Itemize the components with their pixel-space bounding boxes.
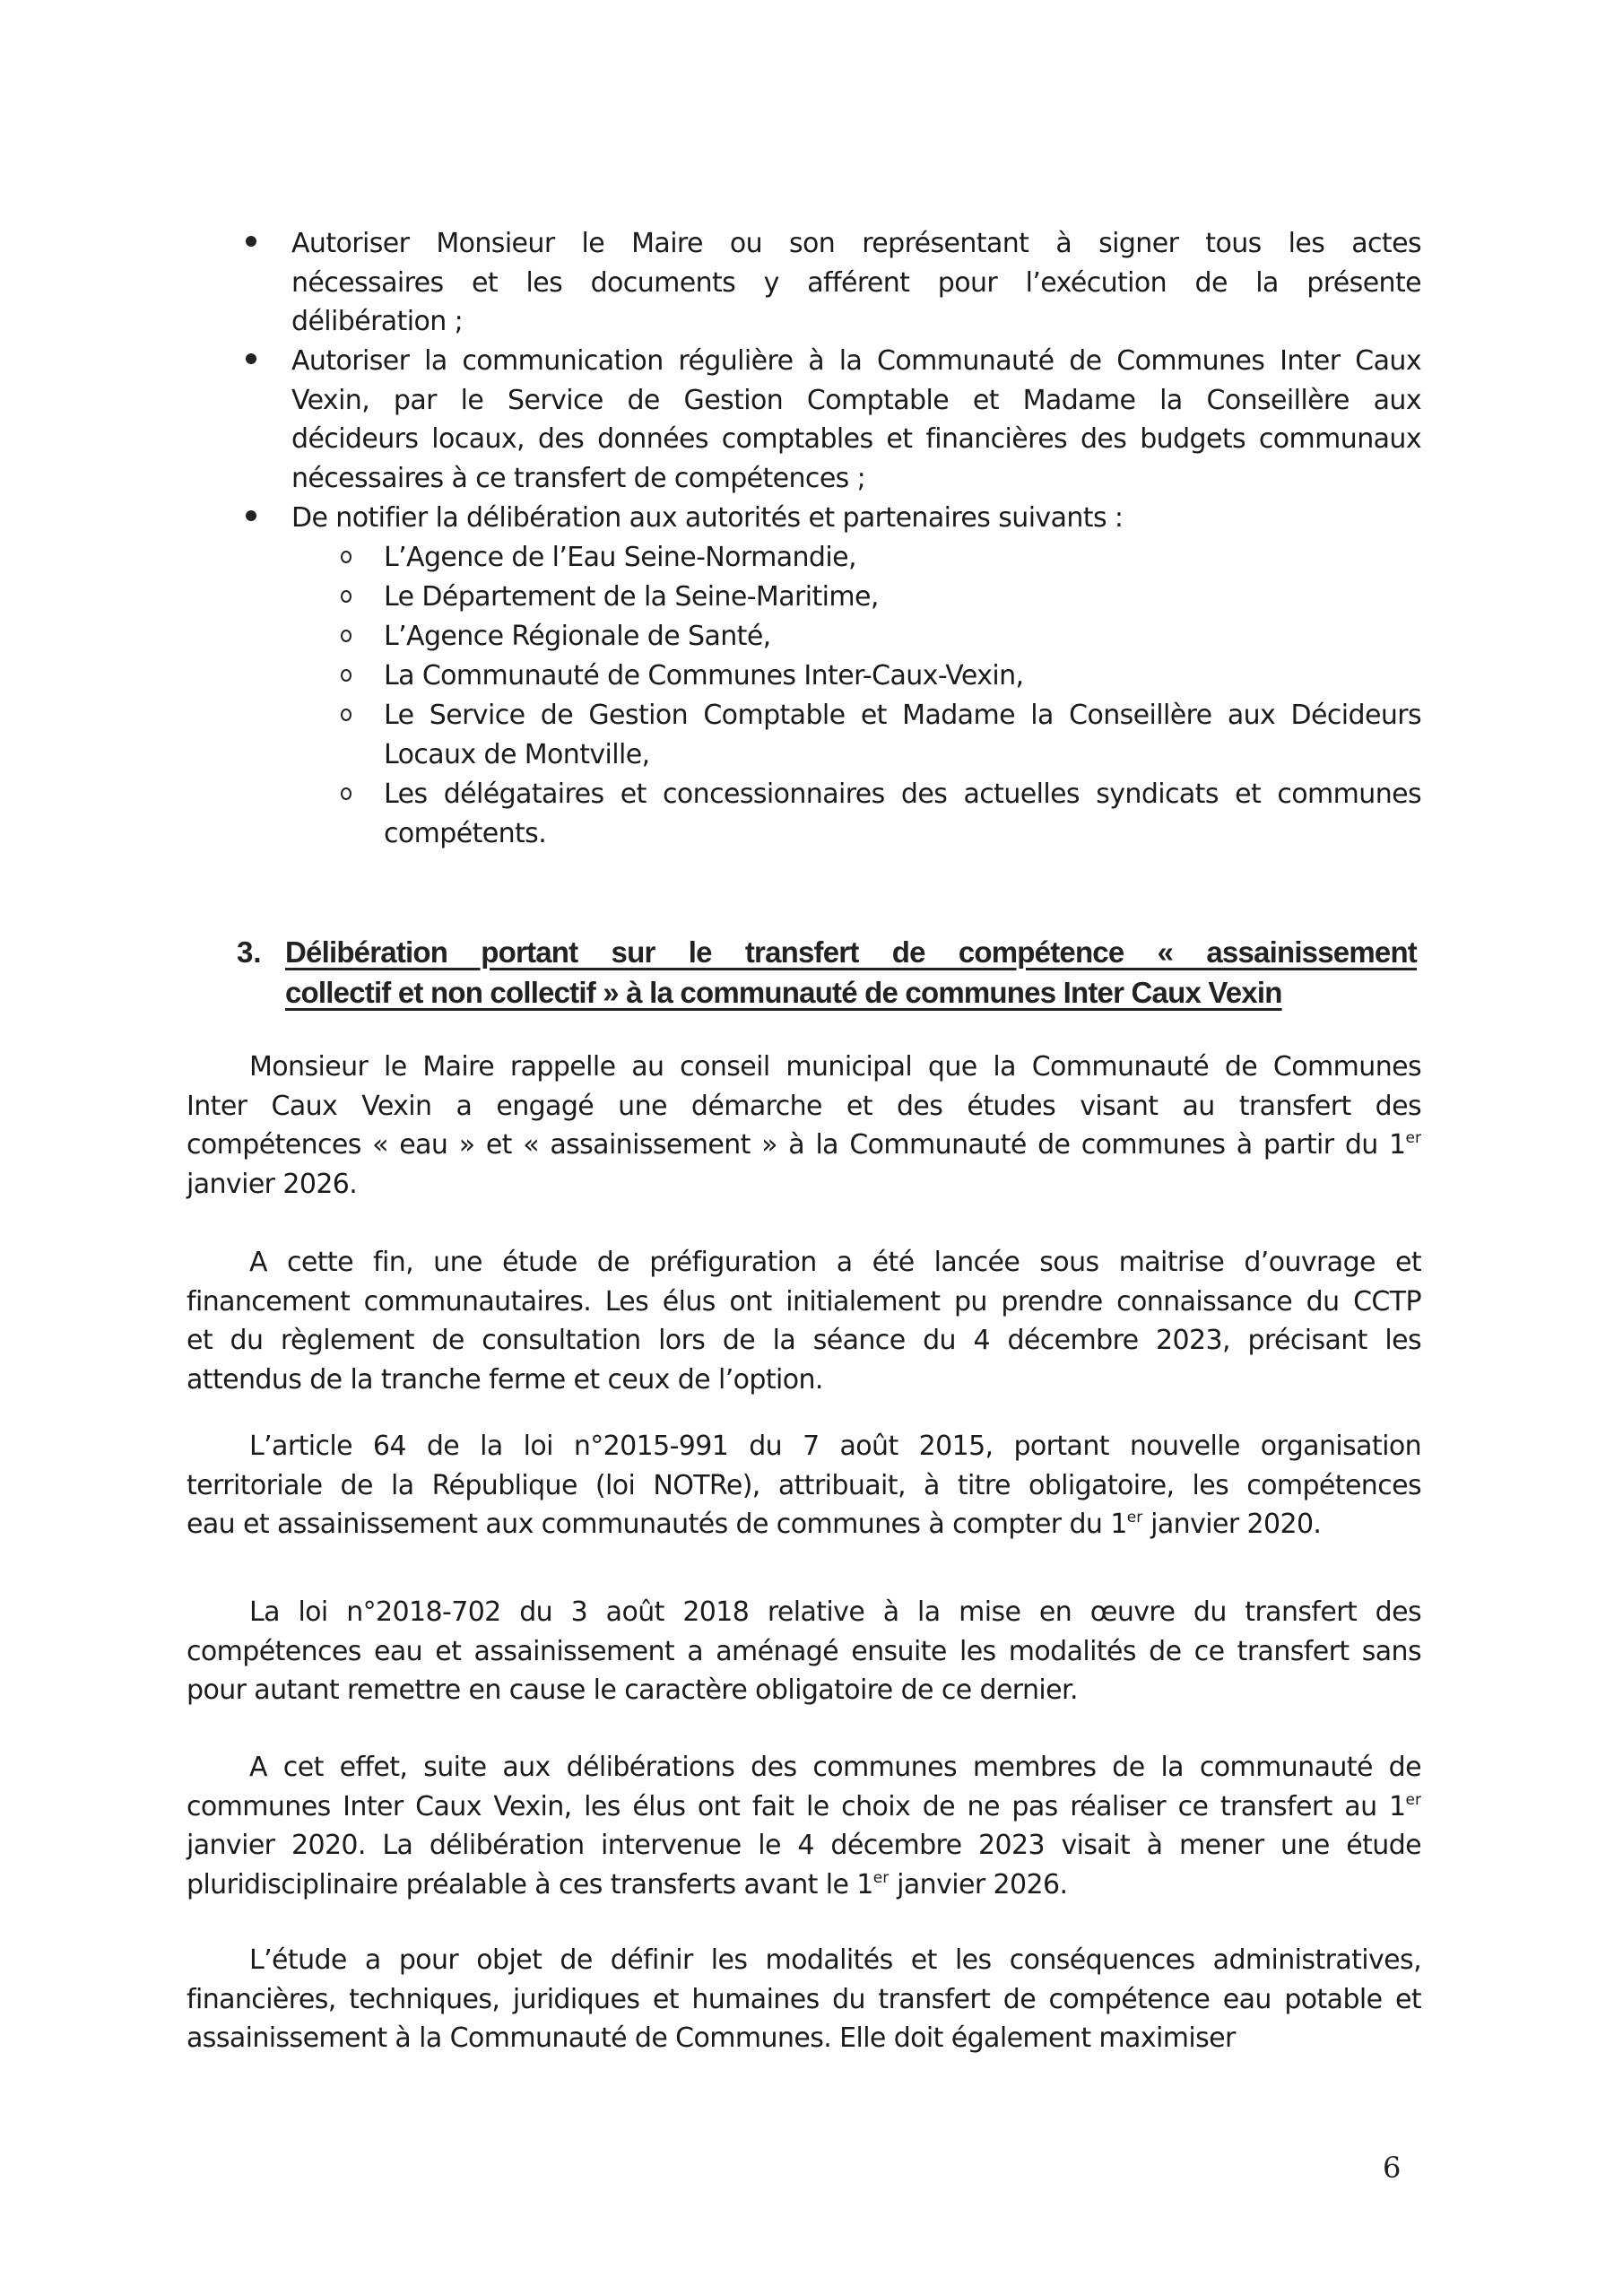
text-segment: Inter Caux Vexin a engagé une démarche et des études visant au transfert des: [187, 1090, 1421, 1122]
page-number: 6: [1383, 2151, 1402, 2185]
circle-bullet-icon: [341, 590, 352, 603]
section-title-text: Délibération portant sur le transfert de compétence « assainissement: [285, 935, 1417, 969]
text-segment: compétences « eau » et « assainissement » à la Communauté de communes à partir du 1: [187, 1129, 1406, 1161]
text-segment: assainissement à la Communauté de Communes. Elle doit également maximiser: [187, 2022, 1236, 2055]
text-segment: compétents.: [384, 817, 547, 849]
text-segment: Le Service de Gestion Comptable et Madame la Conseillère aux Décideurs: [384, 700, 1421, 731]
text-segment: Monsieur le Maire rappelle au conseil municipal que la Communauté de Communes: [249, 1051, 1421, 1083]
text-segment: et du règlement de consultation lors de la séance du 4 décembre 2023, précisant les: [187, 1325, 1421, 1357]
text-line: [187, 1087, 1421, 1126]
text-line: [384, 657, 1023, 696]
text-line: [187, 1826, 1421, 1866]
superscript: er: [1405, 1790, 1421, 1809]
text-line: [291, 459, 865, 499]
text-segment: La loi n°2018-702 du 3 août 2018 relative à la mise en œuvre du transfert des: [249, 1596, 1421, 1628]
text-line: [291, 499, 1123, 538]
text-segment: L’Agence de l’Eau Seine-Normandie,: [384, 542, 856, 573]
text-line: [384, 578, 879, 617]
text-line: [384, 775, 1421, 814]
text-line: [384, 814, 546, 854]
text-segment: territoriale de la République (loi NOTRe), attribuait, à titre obligatoire, les compétences: [187, 1469, 1421, 1501]
text-line: [291, 224, 1421, 264]
text-line: [249, 1427, 1421, 1466]
text-segment: attendus de la tranche ferme et ceux de l’option.: [187, 1363, 823, 1396]
text-line: [291, 264, 1421, 303]
text-segment: La Communauté de Communes Inter-Caux-Vexin,: [384, 660, 1024, 691]
circle-bullet-icon: [341, 551, 352, 563]
text-segment: Locaux de Montville,: [384, 738, 650, 770]
text-segment: financement communautaires. Les élus ont initialement pu prendre connaissance du CCTP: [187, 1285, 1421, 1318]
text-line: [384, 538, 856, 578]
text-line: [187, 1466, 1421, 1506]
superscript: er: [1126, 1509, 1143, 1527]
text-line: [291, 381, 1421, 421]
text-line: [187, 1980, 1421, 2020]
text-segment: L’article 64 de la loi n°2015-991 du 7 août 2015, portant nouvelle organisation: [249, 1431, 1421, 1462]
text-line: [187, 1126, 1421, 1165]
text-line: [384, 696, 1421, 735]
circle-bullet-icon: [341, 669, 352, 682]
text-segment: Le Département de la Seine-Maritime,: [384, 581, 879, 613]
text-line: [187, 1361, 823, 1400]
text-line: [384, 735, 650, 775]
text-line: [291, 302, 463, 342]
text-segment: janvier 2020. La délibération intervenue le 4 décembre 2023 visait à mener une étude: [187, 1830, 1421, 1862]
text-line: [187, 1165, 357, 1205]
text-segment: Autoriser la communication régulière à la Communauté de Communes Inter Caux: [291, 345, 1421, 377]
text-line: [187, 1321, 1421, 1361]
text-line: [187, 2019, 1236, 2058]
bullet-icon: [246, 510, 256, 521]
text-segment: pluridisciplinaire préalable à ces transferts avant le 1: [187, 1868, 873, 1900]
text-line: [249, 1243, 1421, 1283]
text-line: [187, 1632, 1421, 1672]
text-line: [249, 1593, 1421, 1632]
superscript: er: [1405, 1129, 1421, 1148]
circle-bullet-icon: [341, 709, 352, 721]
text-segment: compétences eau et assainissement a aménagé ensuite les modalités de ce transfert sans: [187, 1635, 1421, 1667]
text-segment: janvier 2020.: [1142, 1509, 1322, 1541]
text-segment: L’étude a pour objet de définir les modalités et les conséquences administratives,: [249, 1944, 1421, 1976]
text-line: [249, 1048, 1421, 1087]
text-line: [291, 420, 1421, 459]
text-segment: décideurs locaux, des données comptables et financières des budgets communaux: [291, 423, 1421, 456]
text-line: [187, 1866, 1067, 1905]
section-title-text: collectif et non collectif » à la communauté de communes Inter Caux Vexin: [285, 976, 1282, 1009]
circle-bullet-icon: [341, 630, 352, 642]
section-title-line: [285, 973, 1282, 1013]
text-segment: L’Agence Régionale de Santé,: [384, 621, 771, 652]
text-segment: financières, techniques, juridiques et humaines du transfert de compétence eau potable et: [187, 1983, 1421, 2015]
text-segment: délibération ;: [291, 306, 464, 338]
text-line: [187, 1505, 1321, 1544]
text-segment: janvier 2026.: [889, 1868, 1068, 1900]
text-segment: nécessaires à ce transfert de compétences ;: [291, 462, 866, 494]
bullet-icon: [246, 353, 256, 364]
text-line: [249, 1941, 1421, 1980]
text-line: [187, 1671, 1078, 1710]
text-line: [249, 1748, 1421, 1787]
text-segment: A cet effet, suite aux délibérations des communes membres de la communauté de: [249, 1752, 1421, 1783]
circle-bullet-icon: [341, 787, 352, 800]
text-segment: Autoriser Monsieur le Maire ou son représentant à signer tous les actes: [291, 228, 1421, 259]
text-line: [384, 617, 771, 657]
text-segment: Vexin, par le Service de Gestion Comptable et Madame la Conseillère aux: [291, 384, 1421, 416]
text-segment: pour autant remettre en cause le caractère obligatoire de ce dernier.: [187, 1674, 1078, 1707]
text-line: [187, 1283, 1421, 1322]
text-segment: De notifier la délibération aux autorités et partenaires suivants :: [291, 502, 1124, 534]
text-segment: eau et assainissement aux communautés de communes à compter du 1: [187, 1509, 1127, 1541]
text-segment: Les délégataires et concessionnaires des actuelles syndicats et communes: [384, 778, 1421, 810]
superscript: er: [872, 1868, 890, 1887]
text-segment: nécessaires et les documents y afférent pour l’exécution de la présente: [291, 266, 1421, 299]
text-segment: communes Inter Caux Vexin, les élus ont fait le choix de ne pas réaliser ce transfert au 1: [187, 1790, 1406, 1822]
bullet-icon: [246, 236, 256, 247]
section-number: 3.: [237, 935, 262, 969]
text-line: [187, 1787, 1421, 1827]
text-line: [291, 342, 1421, 381]
section-title-line: [285, 933, 1417, 972]
text-segment: janvier 2026.: [187, 1168, 358, 1200]
text-segment: A cette fin, une étude de préfiguration a été lancée sous maitrise d’ouvrage et: [249, 1247, 1421, 1278]
